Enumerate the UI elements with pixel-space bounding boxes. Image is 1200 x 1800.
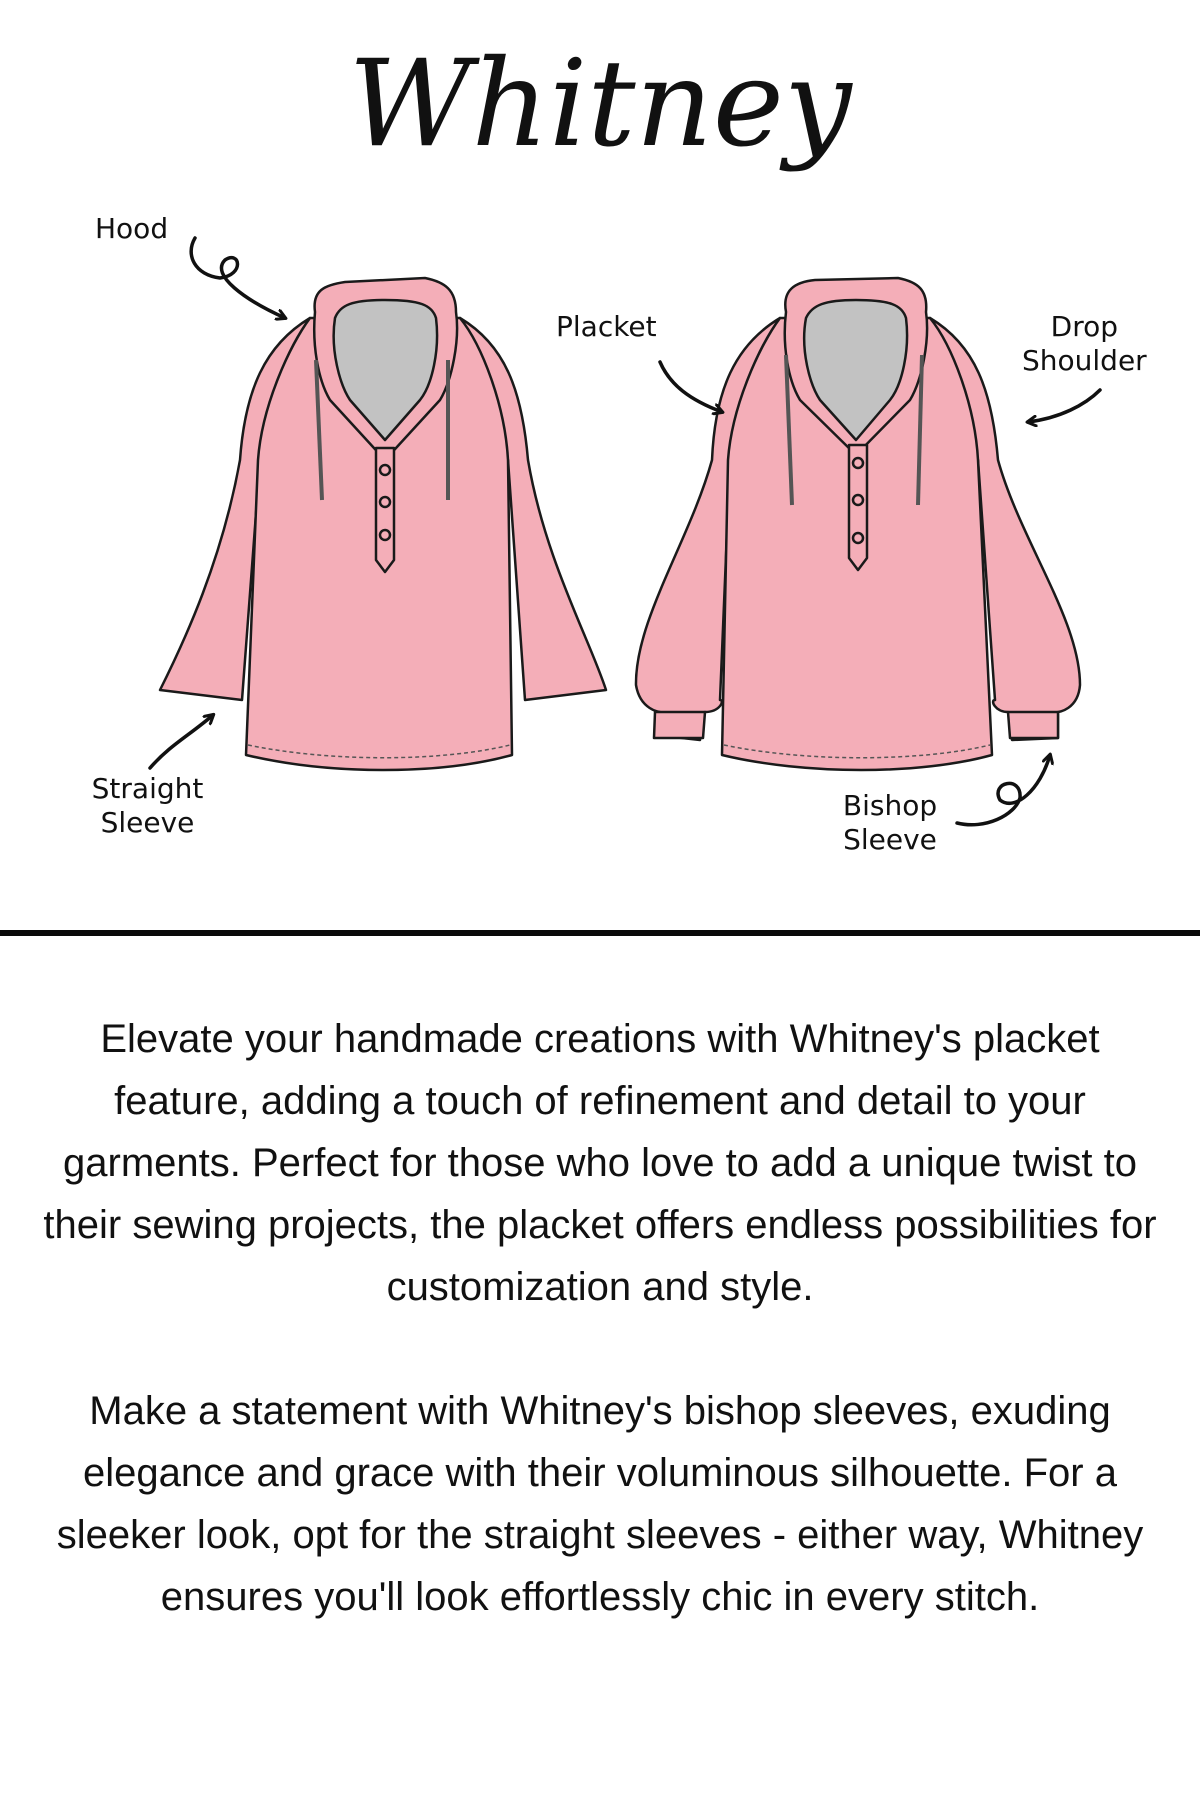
hoodie-bishop-sleeve-illustration bbox=[636, 278, 1080, 770]
curly-arrow-icon bbox=[957, 755, 1050, 825]
page-title: Whitney bbox=[348, 35, 852, 174]
straight-button-1 bbox=[380, 465, 390, 475]
hoodie-straight-sleeve-illustration bbox=[160, 278, 606, 770]
straight-button-3 bbox=[380, 530, 390, 540]
label-bishop-sleeve bbox=[830, 789, 950, 857]
label-straight-sleeve-line-1: Straight bbox=[91, 772, 204, 805]
label-hood bbox=[95, 212, 168, 246]
description-paragraph-sleeves: Make a statement with Whitney's bishop sleeves, exuding elegance and grace with their voluminous silhouette. For a sleeker look, opt for the straight sleeves - either way, Whitney ensures you'll look effortlessly chic in every stitch. bbox=[56, 1389, 1144, 1619]
description-paragraph-placket: Elevate your handmade creations with Whitney's placket feature, adding a touch of refinement and detail to your garments. Perfect for those who love to add a unique twist to their sewing projects, the placket offers endless possibilities for customization and style. bbox=[43, 1017, 1157, 1309]
curly-arrow-icon bbox=[660, 362, 722, 412]
bishop-button-2 bbox=[853, 495, 863, 505]
curly-arrow-icon bbox=[191, 238, 285, 318]
curly-arrow-icon bbox=[1028, 390, 1100, 422]
label-drop-shoulder bbox=[1022, 310, 1147, 378]
label-straight-sleeve bbox=[80, 772, 215, 840]
label-placket-text: Placket bbox=[556, 310, 657, 343]
label-placket bbox=[556, 310, 657, 344]
bishop-button-1 bbox=[853, 458, 863, 468]
curly-arrow-icon bbox=[150, 715, 213, 768]
label-drop-shoulder-line-2: Shoulder bbox=[1022, 344, 1147, 377]
label-bishop-sleeve-line-1: Bishop bbox=[842, 789, 938, 822]
straight-button-2 bbox=[380, 497, 390, 507]
bishop-button-3 bbox=[853, 533, 863, 543]
section-divider bbox=[0, 930, 1200, 936]
label-drop-shoulder-line-1: Drop bbox=[1050, 310, 1119, 343]
bishop-right-cuff bbox=[1008, 712, 1058, 738]
label-straight-sleeve-line-2: Sleeve bbox=[100, 806, 195, 839]
bishop-left-cuff bbox=[654, 712, 705, 738]
label-bishop-sleeve-line-2: Sleeve bbox=[843, 823, 937, 856]
label-hood-text: Hood bbox=[95, 212, 169, 245]
